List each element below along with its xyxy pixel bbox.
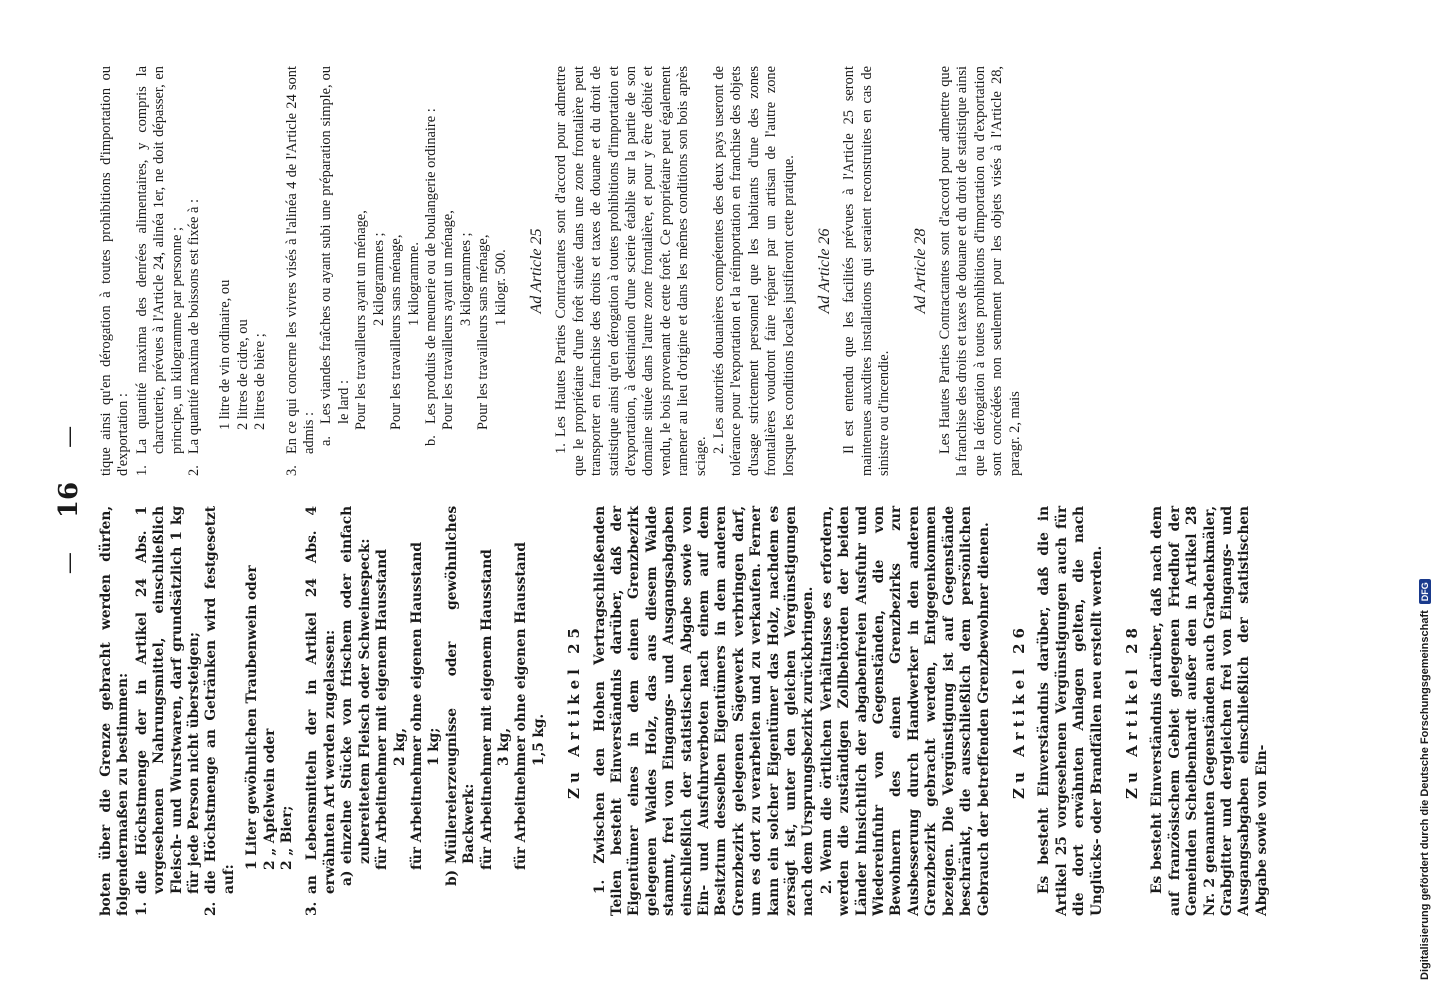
french-item-3: 3. En ce qui concerne les vivres visés à l'alinéa 4 de l'Article 24 sont admis : [283, 66, 318, 476]
german-item-2: 2. die Höchstmenge an Getränken wird festgesetzt auf: [203, 506, 237, 916]
list-item: 1 Liter gewöhnlichen Traubenwein oder [244, 565, 261, 870]
credit-text: Digitalisierung gefördert durch die Deutsche Forschungsgemeinschaft [1419, 610, 1431, 980]
german-item-3a: a) einzelne Stücke von frischem oder einfach zubereitetem Fleisch oder Schweinespeck: [339, 506, 373, 886]
german-drinks-list [244, 506, 296, 916]
page-number: 16 [54, 481, 84, 519]
german-3b-line-2: für Arbeitnehmer ohne eigenen Hausstand [513, 542, 530, 870]
french-article-28-para-1: Les Hautes Parties Contractantes sont d'accord pour admettre que la franchise des droits et taxes de douane et du droit de statistique ainsi que la dérogation à toutes prohibitions d'importation ou d'exportation sont concédées non seulement pour les objets visés à l'Article 28, paragr. 2, mais [937, 66, 1023, 476]
header-dash-left: — [56, 552, 82, 575]
french-item-2: 2. La quantité maxima de boissons est fixée à : [186, 199, 203, 476]
dfg-logo: DFG [1419, 579, 1431, 604]
german-article-26-heading: Zu Artikel 26 [1009, 623, 1028, 799]
french-article-26-para-1: Il est entendu que les facilités prévues à l'Article 25 seront maintenues auxdites installations qui seraient reconstruites en cas de sinistre ou d'incendie. [841, 66, 893, 476]
german-article-25-para-1: 1. Zwischen den Hohen Vertragschließenden Teilen besteht Einverständnis darüber, daß der Eigentümer eines in dem einen Grenzbezirk gelegenen Waldes Holz, das aus diesem Walde stammt, frei von Eingangs- und Ausgangsabgaben einschließlich der statistischen Abgabe sowie von Ein- und Ausfuhrverboten nach einem auf dem Besitztum desselben Eigentümers in dem anderen Grenzbezirk gelegenen Sägewerk verbringen darf, um es dort zu verarbeiten und zu verkaufen. Ferner kann ein solcher Eigentümer das Holz, nachdem es zersägt ist, unter den gleichen Vergünstigungen nach dem Ursprungsbezirk zurückbringen. [591, 506, 817, 916]
french-column [98, 66, 1354, 476]
french-3a-line-2: Pour les travailleurs sans ménage, [388, 234, 405, 430]
german-3a-quantity-1: 2 kg, [391, 728, 408, 766]
german-article-26-para-1: Es besteht Einverständnis darüber, daß die in Artikel 25 vorgesehenen Vergünstigungen auch für die dort erwähnten Anlagen gelten, die nach Unglücks- oder Brandfällen neu erstellt werden. [1036, 506, 1105, 916]
header-dash-right: — [56, 425, 82, 448]
french-3a-quantity-1: 2 kilogrammes ; [370, 232, 387, 326]
french-article-25-para-2: 2. Les autorités douanières compétentes des deux pays useront de tolérance pour l'exportation et la réimportation en franchise des objets d'usage strictement personnel que les habitants d'une des zones frontalières voudront faire réparer par un artisan de l'autre zone lorsque les conditions locales justifieront cette pratique. [711, 66, 797, 476]
german-3a-line-1: für Arbeitnehmer mit eigenem Hausstand [374, 549, 391, 870]
french-intro: tique ainsi qu'en dérogation à toutes prohibitions d'importation ou d'exportation : [98, 66, 132, 476]
french-drinks-list [217, 66, 269, 476]
german-item-3: 3. an Lebensmitteln der in Artikel 24 Abs. 4 erwähnten Art werden zugelassen: [304, 506, 338, 916]
german-3b-quantity-2: 1,5 kg. [530, 713, 547, 766]
german-3b-quantity-1: 3 kg, [495, 728, 512, 766]
digitization-credit-sidebar [1404, 0, 1434, 1000]
list-item: 2 litres de bière ; [252, 333, 269, 430]
french-3b-line-1: Pour les travailleurs ayant un ménage, [440, 210, 457, 430]
german-article-25-heading: Zu Artikel 25 [565, 623, 584, 799]
german-3a-line-2: für Arbeitnehmer ohne eigenen Hausstand [408, 542, 425, 870]
list-item: 2 „ Bier; [279, 805, 296, 870]
french-article-26-heading: Ad Article 26 [816, 228, 834, 314]
german-column [98, 506, 1354, 916]
french-3a-line-1: Pour les travailleurs ayant un ménage, [353, 210, 370, 430]
list-item: 2 litres de cidre, ou [234, 319, 251, 430]
list-item: 2 „ Apfelwein oder [261, 728, 278, 870]
german-article-28-heading: Zu Artikel 28 [1122, 623, 1141, 799]
french-article-28-heading: Ad Article 28 [911, 228, 929, 314]
french-article-25-heading: Ad Article 25 [527, 228, 545, 314]
page-header [54, 100, 84, 900]
french-item-3b: b. Les produits de meunerie ou de boulangerie ordinaire : [422, 108, 439, 446]
french-3a-quantity-2: 1 kilogramme. [405, 242, 422, 326]
french-3b-quantity-2: 1 kilogr. 500. [492, 249, 509, 326]
german-3b-line-1: für Arbeitnehmer mit eigenem Hausstand [478, 549, 495, 870]
german-article-25-para-2: 2. Wenn die örtlichen Verhältnisse es erfordern, werden die zuständigen Zollbehörden der beiden Länder hinsichtlich der abgabenfreien Ausfuhr und Wiedereinfuhr von Gegenständen, die von Bewohnern des einen Grenzbezirks zur Ausbesserung durch Handwerker in den anderen Grenzbezirk gebracht werden, Entgegenkommen bezeigen. Die Vergünstigung ist auf Gegenstände beschränkt, die ausschließlich dem persönlichen Gebrauch der betreffenden Grenzbewohner dienen. [818, 506, 992, 916]
french-item-1: 1. La quantité maxima des denrées alimentaires, y compris la charcuterie, prévues à l'Article 24, alinéa 1er, ne doit dépasser, en principe, un kilogramme par personne ; [133, 66, 185, 476]
german-intro: boten über die Grenze gebracht werden dürfen, folgendermaßen zu bestimmen: [98, 506, 132, 916]
french-3b-quantity-1: 3 kilogrammes ; [457, 232, 474, 326]
german-item-3b: b) Müllereierzeugnisse oder gewöhnliches Backwerk: [443, 506, 478, 886]
french-article-25-para-1: 1. Les Hautes Parties Contractantes sont d'accord pour admettre que le propriétaire d'une forêt située dans une zone frontalière peut transporter en franchise des droits et taxes de douane et du droit de statistique ainsi qu'en dérogation à toutes prohibitions d'importation et d'exportation, à destination d'une scierie établie sur la partie de son domaine située dans l'autre zone frontalière, et pour y être débité et vendu, le bois provenant de cette forêt. Ce propriétaire peut également ramener au lieu d'origine et dans les mêmes conditions son bois après sciage. [553, 66, 709, 476]
german-item-1: 1. die Höchstmenge der in Artikel 24 Abs. 1 vorgesehenen Nahrungsmittel, einschließlich Fleisch- und Wurstwaren, darf grundsätzlich 1 kg für jede Person nicht übersteigen; [133, 506, 203, 916]
german-3a-quantity-2: 1 kg; [426, 727, 443, 766]
german-article-28-para-1: Es besteht Einverständnis darüber, daß nach dem auf französischem Gebiet gelegenen Friedhof der Gemeinden Scheibenhardt außer den in Artikel 28 Nr. 2 genannten Gegenständen auch Grabdenkmäler, Grabgitter und dergleichen frei von Eingangs- und Ausgangsabgaben einschließlich der statistischen Abgabe sowie von Ein- [1149, 506, 1270, 916]
french-3b-line-2: Pour les travailleurs sans ménage, [475, 234, 492, 430]
french-item-3a: a. Les viandes fraîches ou ayant subi une préparation simple, ou le lard : [318, 66, 352, 446]
list-item: 1 litre de vin ordinaire, ou [217, 279, 234, 430]
